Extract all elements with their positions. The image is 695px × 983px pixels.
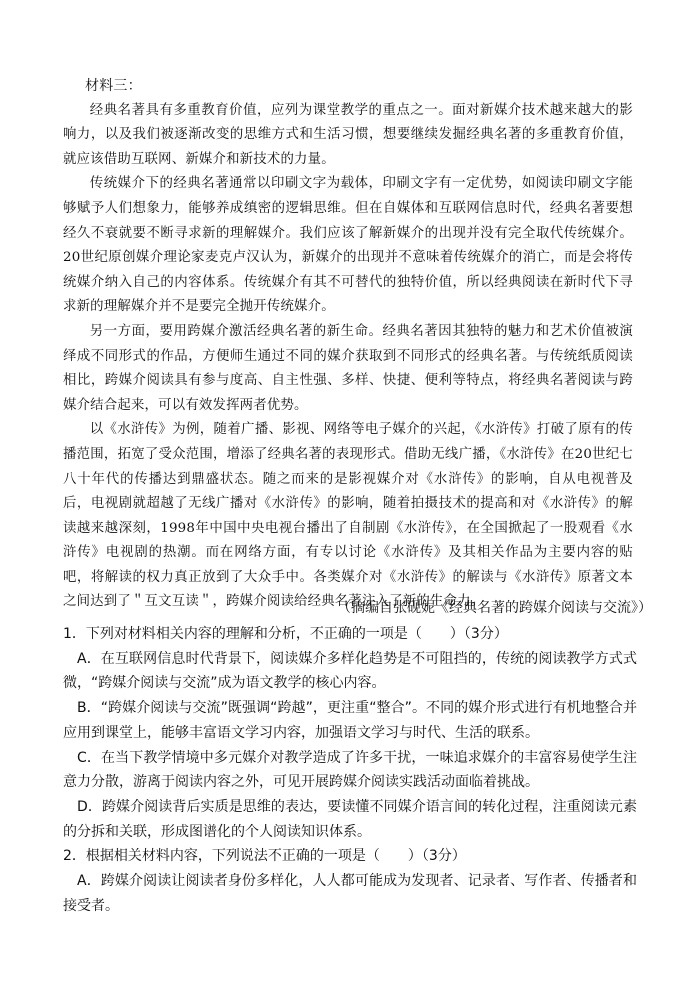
option-d: D．跨媒介阅读背后实质是思维的表达，要读懂不同媒介语言间的转化过程，注重阅读元素的分拆和关联，形成图谱化的个人阅读知识体系。 [63,798,637,840]
option-c: C．在当下教学情境中多元媒介对教学造成了许多干扰，一味追求媒介的丰富容易使学生注意力分散，游离于阅读内容之外，可见开展跨媒介阅读实践活动面临着挑战。 [63,749,637,791]
material-paragraph: 另一方面，要用跨媒介激活经典名著的新生命。经典名著因其独特的魅力和艺术价值被演绎成不同形式的作品，方便师生通过不同的媒介获取到不同形式的经典名著。与传统纸质阅读相比，跨媒介阅读具有参与度高、自主性强、多样、快捷、便利等特点，将经典名著阅读与跨媒介结合起来，可以有效发挥两者优势。 [63,323,633,413]
option-a: A．跨媒介阅读让阅读者身份多样化，人人都可能成为发现者、记录者、写作者、传播者和接受者。 [63,873,637,914]
source-citation: （摘编自张砚妮《经典名著的跨媒介阅读与交流》） [337,600,652,616]
material-paragraph: 以《水浒传》为例，随着广播、影视、网络等电子媒介的兴起，《水浒传》打破了原有的传播范围，拓宽了受众范围，增添了经典名著的表现形式。借助无线广播，《水浒传》在20世纪七八十年代的传播达到鼎盛状态。随之而来的是影视媒介对《水浒传》的影响，自从电视普及后，电视剧就超越了无线广播对《水浒传》的影响，随着拍摄技术的提高和对《水浒传》的解读越来越深刻，1998年中国中央电视台播出了自制剧《水浒传》，在全国掀起了一股观看《水浒传》电视剧的热潮。而在网络方面，有专以讨论《水浒传》及其相关作品为主要内容的贴吧，将解读的权力真正放到了大众手中。各类媒介对《水浒传》的解读与《水浒传》原著文本之间达到了＂互文互读＂，跨媒介阅读给经典名著注入了新的生命力。 [63,422,633,610]
reading-material [63,74,633,615]
question-stem: 1．下列对材料相关内容的理解和分析，不正确的一项是（ ）（3分） [63,626,508,642]
question-1 [63,622,637,844]
option-a: A．在互联网信息时代背景下，阅读媒介多样化趋势是不可阻挡的，传统的阅读教学方式式微，“跨媒介阅读与交流”成为语文教学的核心内容。 [63,650,637,692]
option-b: B．“跨媒介阅读与交流”既强调“跨越”，更注重“整合”。不同的媒介形式进行有机地整合并应用到课堂上，能够丰富语文学习内容，加强语文学习与时代、生活的联系。 [63,700,637,741]
question-2 [63,844,637,918]
question-stem: 2．根据相关材料内容，下列说法不正确的一项是（ ）（3分） [63,848,466,865]
material-paragraph: 经典名著具有多重教育价值，应列为课堂教学的重点之一。面对新媒介技术越来越大的影响力，以及我们被逐渐改变的思维方式和生活习惯，想要继续发掘经典名著的多重教育价值，就应该借助互联网、新媒介和新技术的力量。 [63,102,633,167]
question-list [63,622,637,918]
material-paragraph: 传统媒介下的经典名著通常以印刷文字为载体，印刷文字有一定优势，如阅读印刷文字能够赋予人们想象力，能够养成缜密的逻辑思维。但在自媒体和互联网信息时代，经典名著要想经久不衰就要不断寻求新的理解媒介。我们应该了解新媒介的出现并没有完全取代传统媒介。20世纪原创媒介理论家麦克卢汉认为，新媒介的出现并不意味着传统媒介的消亡，而是会将传统媒介纳入自己的内容体系。传统媒介有其不可替代的独特价值，所以经典阅读在新时代下寻求新的理解媒介并不是要完全抛开传统媒介。 [63,176,633,315]
material-heading: 材料三： [85,78,142,94]
